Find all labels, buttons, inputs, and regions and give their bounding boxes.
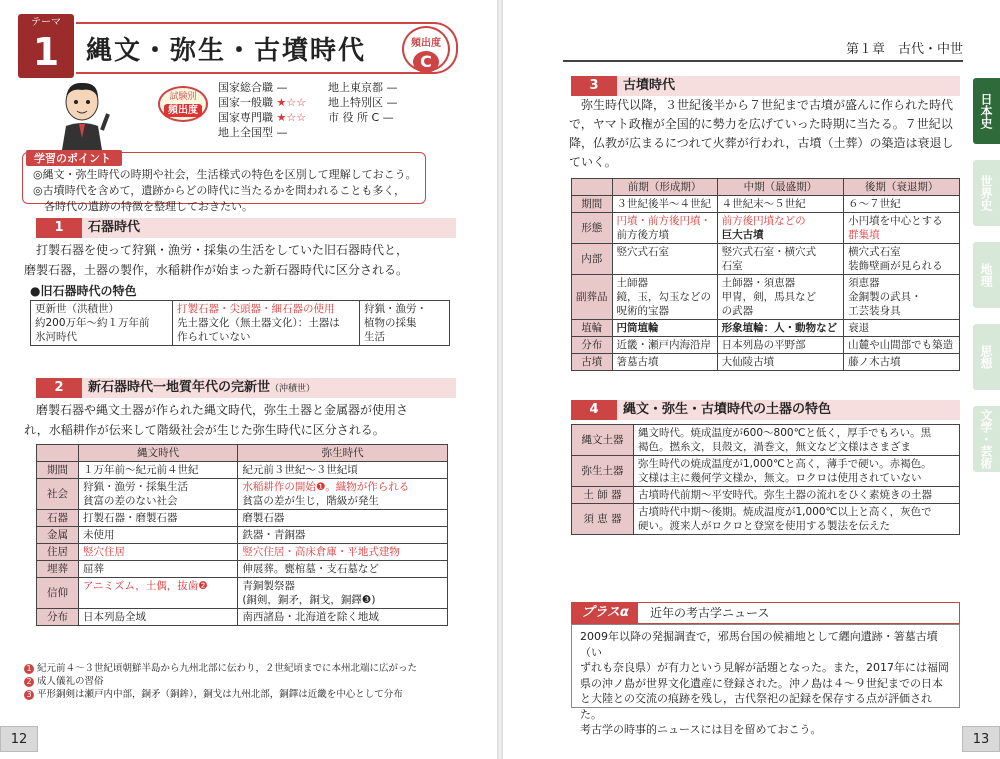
row-header: 縄文土器: [572, 425, 634, 456]
plus-alpha-title: 近年の考古学ニュース: [650, 606, 770, 620]
row-header: [572, 354, 613, 371]
cell-line: 甲冑，剣，馬具など: [721, 291, 817, 303]
cell-line: 古墳時代中期～後期。焼成温度が1,000℃以上と高く，灰色で: [638, 506, 932, 518]
tab-2[interactable]: 世界史: [973, 160, 1000, 226]
cell-line: 内部: [581, 253, 603, 265]
text-line: ていく。: [569, 155, 617, 169]
table-cell: [238, 561, 448, 578]
table-cell: [238, 527, 448, 544]
row-header: [37, 578, 79, 609]
section-3-text: [569, 96, 969, 172]
page-title: 縄文・弥生・古墳時代: [86, 36, 367, 66]
footnote-number: 3: [24, 690, 34, 700]
table-cell: [238, 479, 448, 510]
paleolithic-table: [30, 300, 450, 346]
cell-line: 円筒埴輪: [616, 322, 659, 334]
cell-line: 先土器文化（無土器文化）：土器は: [177, 317, 340, 329]
table-cell: [238, 609, 448, 626]
table-cell: [612, 337, 717, 354]
cell-line: 更新世（洪積世）: [35, 303, 119, 315]
pottery-table: [571, 424, 960, 535]
tab-3[interactable]: 地理: [973, 242, 1000, 308]
table-cell: [717, 337, 844, 354]
table-cell: [844, 196, 960, 213]
cell-line: 未使用: [83, 529, 115, 541]
cell-line: 狩猟・漁労・: [364, 303, 427, 315]
table-row: [572, 213, 960, 244]
exam-item: 地上特別区 —: [328, 96, 398, 109]
cell-line: 近畿・瀬戸内海沿岸: [616, 339, 711, 351]
section-1-heading: [36, 218, 456, 238]
theme-label: テーマ: [31, 17, 61, 28]
section-number: 4: [589, 402, 599, 417]
cell-line: 須恵器: [848, 277, 880, 289]
table-row: [572, 244, 960, 275]
cell-line: 日本列島の平野部: [721, 339, 806, 351]
table-cell: [717, 213, 844, 244]
row-header: [572, 275, 613, 320]
table-row: [37, 578, 448, 609]
cell-line: 金銅製の武具・: [848, 291, 922, 303]
page-number: 12: [0, 726, 38, 752]
cell-line: 約200万年～約１万年前: [35, 317, 150, 329]
text-line: と大陸との交流の痕跡を残し，古代祭祀の記録を保存する点が評価された。: [580, 692, 932, 721]
table-row: [37, 609, 448, 626]
cell-line: 形態: [581, 222, 603, 234]
cell-line: ４世紀末～５世紀: [721, 198, 806, 210]
table-cell: [79, 527, 238, 544]
cell-line: 形象埴輪：人・動物など: [721, 322, 838, 334]
cell-line: 期間: [581, 198, 603, 210]
cell-line: 土師器: [616, 277, 648, 289]
table-row: [37, 462, 448, 479]
footnote: [24, 662, 464, 675]
row-header: [572, 337, 613, 354]
row-header: 土 師 器: [572, 487, 634, 504]
cell-line: 生活: [364, 331, 385, 343]
section-number: 1: [54, 220, 64, 235]
cell-line: 打製石器・磨製石器: [83, 512, 178, 524]
exam-row: [218, 95, 398, 110]
section-title: 新石器時代一地質年代の完新世: [88, 380, 271, 395]
table-cell: [634, 425, 960, 456]
cell-line: 分布: [47, 611, 68, 623]
learning-points-heading: 学習のポイント: [26, 150, 122, 166]
cell-line: 前方後方墳: [616, 229, 669, 241]
table-cell: [238, 578, 448, 609]
cell-line: 鉄器・青銅器: [242, 529, 306, 541]
table-row: [572, 354, 960, 371]
section-2-text: [24, 400, 469, 440]
footnote-text: 成人儀礼の習俗: [37, 676, 104, 687]
table-cell: [79, 462, 238, 479]
row-header: [37, 544, 79, 561]
footnotes: [24, 662, 464, 701]
cell-line: 竪穴式石室・横穴式: [721, 246, 817, 258]
text-line: 弥生時代以降，３世紀後半から７世紀まで古墳が盛んに作られた時代: [581, 98, 954, 112]
section-title: 縄文・弥生・古墳時代の土器の特色: [623, 402, 832, 417]
row-header: [37, 527, 79, 544]
row-header: [572, 213, 613, 244]
cell-line: 貧富の差のない社会: [83, 495, 178, 507]
stars: ★☆☆: [276, 96, 307, 109]
subject-tabs: [973, 78, 1000, 488]
table-cell: [634, 504, 960, 535]
cell-line: 竪穴住居・高床倉庫・平地式建物: [242, 546, 400, 558]
table-cell: [79, 479, 238, 510]
cell-line: ３世紀後半～４世紀: [616, 198, 711, 210]
cell-line: 古墳時代前期～平安時代。弥生土器の流れをひく素焼きの土器: [638, 489, 932, 501]
table-cell: [173, 301, 360, 346]
text-line: 磨製石器，土器の製作，水稲耕作が始まった新石器時代に区分される。: [24, 263, 409, 277]
row-header: [37, 561, 79, 578]
text-line: 降，仏教が広まるにつれて火葬が行われ，古墳（土葬）の築造は衰退し: [569, 136, 954, 150]
frequency-label: 頻出度: [411, 38, 441, 49]
cell-line: 箸墓古墳: [616, 356, 659, 368]
cell-line: 石器: [47, 512, 68, 524]
chapter-header: 第１章 古代・中世: [563, 38, 963, 62]
table-cell: [717, 196, 844, 213]
table-cell: [360, 301, 450, 346]
cell-line: 狩猟・漁労・採集生活: [83, 481, 188, 493]
section-3-heading: [571, 76, 960, 96]
row-header: [37, 479, 79, 510]
cell-line: 副葬品: [576, 291, 608, 303]
cell-line: 作られていない: [177, 331, 251, 343]
table-row: [572, 504, 960, 535]
cell-line: 土師器・須恵器: [721, 277, 796, 289]
exam-item: 市 役 所 C —: [328, 111, 394, 124]
table-cell: [612, 196, 717, 213]
cell-line: 住居: [47, 546, 68, 558]
cell-line: 紀元前３世紀～３世紀頃: [242, 464, 358, 476]
stars: ★☆☆: [276, 111, 307, 124]
cell-line: 社会: [47, 488, 68, 500]
cell-line: 鏡，玉，勾玉などの: [616, 291, 711, 303]
cell-line: 山麓や山間部でも築造: [848, 339, 954, 351]
section-number: 3: [589, 78, 599, 93]
cell-line: 古墳: [581, 356, 603, 368]
cell-line: 磨製石器: [242, 512, 285, 524]
table-row: [37, 527, 448, 544]
table-cell: [79, 544, 238, 561]
frequency-value: C: [413, 51, 439, 73]
table-cell: [612, 354, 717, 371]
table-header-row: [572, 179, 960, 196]
table-row: [37, 544, 448, 561]
section-2-heading: [36, 378, 456, 398]
exam-row: [218, 125, 398, 140]
section-title: 古墳時代: [623, 78, 676, 93]
cell-line: 屈葬: [83, 563, 104, 575]
table-cell: [79, 561, 238, 578]
table-cell: [844, 320, 960, 337]
footnote-text: 平形銅剣は瀬戸内中部，銅矛（銅鉾），銅戈は九州北部，銅鐸は近畿を中心として分布: [37, 689, 403, 700]
table-row: [37, 510, 448, 527]
plus-alpha-logo: プラスα: [572, 602, 638, 624]
cell-line: 貧富の差が生じ，階級が発生: [242, 495, 379, 507]
exam-item: 地上全国型 —: [218, 126, 288, 139]
table-row: [572, 487, 960, 504]
exam-item: 国家総合職 —: [218, 81, 288, 94]
cell-line: 文様は主に幾何学文様か，無文。ロクロは使用されていない: [638, 472, 922, 484]
table-row: [572, 337, 960, 354]
cell-line: １万年前～紀元前４世紀: [83, 464, 199, 476]
cell-line: 埋葬: [47, 563, 68, 575]
left-page: [0, 0, 497, 759]
section-title-note: （沖積世）: [270, 384, 316, 394]
section-4-heading: [571, 400, 960, 420]
cell-line: 工芸装身具: [848, 305, 901, 317]
cell-line: 弥生時代の焼成温度が1,000℃と高く，薄手で硬い。赤褐色。: [638, 458, 932, 470]
cell-line: 植物の採集: [364, 317, 417, 329]
exam-row: [218, 80, 398, 95]
table-cell: [717, 320, 844, 337]
footnote: [24, 688, 464, 701]
table-cell: [612, 213, 717, 244]
plus-alpha-text: [571, 624, 960, 736]
table-row: [572, 456, 960, 487]
table-cell: [612, 244, 717, 275]
cell-line: (銅剣，銅矛，銅戈，銅鐸❸): [242, 594, 376, 606]
cell-line: 竪穴住居: [83, 546, 125, 558]
footnote: [24, 675, 464, 688]
theme-box: [18, 14, 74, 78]
exam-row: [218, 110, 398, 125]
table-cell: [844, 213, 960, 244]
table-header: 中期（最盛期）: [717, 179, 844, 196]
table-header: [37, 445, 79, 462]
table-cell: [634, 487, 960, 504]
table-cell: [79, 578, 238, 609]
table-header: 縄文時代: [79, 445, 238, 462]
cell-line: 呪術的宝器: [616, 305, 669, 317]
row-header: [37, 510, 79, 527]
cell-line: 石室: [721, 260, 743, 272]
table-cell: [238, 462, 448, 479]
cell-line: 装飾壁画が見られる: [848, 260, 943, 272]
table-row: [572, 275, 960, 320]
cell-line: 縄文時代。焼成温度が600～800℃と低く，厚手でもろい。黒: [638, 427, 932, 439]
cell-line: 水稲耕作の開始❶。織物が作られる: [242, 481, 410, 493]
footnote-number: 1: [24, 664, 34, 674]
table-header: 後期（衰退期）: [844, 179, 960, 196]
point-2: ◎古墳時代を含めて，遺跡からどの時代に当たるかを問われることも多く，: [33, 184, 406, 197]
row-header: [572, 244, 613, 275]
table-cell: [634, 456, 960, 487]
exam-item: 国家専門職 ★☆☆: [218, 111, 307, 124]
table-row: [31, 301, 450, 346]
cell-line: 前方後円墳などの: [721, 215, 806, 227]
table-row: [37, 561, 448, 578]
row-header: [572, 320, 613, 337]
cell-line: アニミズム，土偶，抜歯❷: [83, 580, 208, 592]
footnote-number: 2: [24, 677, 34, 687]
cell-line: ６～７世紀: [848, 198, 901, 210]
table-row: [572, 196, 960, 213]
tab-5[interactable]: 文学・芸術: [973, 406, 1000, 472]
table-cell: [844, 337, 960, 354]
table-cell: [717, 354, 844, 371]
cell-line: 日本列島全域: [83, 611, 146, 623]
cell-line: 伸展葬。甕棺墓・支石墓など: [242, 563, 379, 575]
table-cell: [717, 244, 844, 275]
row-header: [37, 462, 79, 479]
cell-line: 衰退: [848, 322, 870, 334]
point-3: 各時代の遺跡の特徴を整理しておきたい。: [33, 200, 253, 213]
cell-line: 氷河時代: [35, 331, 77, 343]
cell-line: 小円墳を中心とする: [848, 215, 943, 227]
text-line: 打製石器を使って狩猟・漁労・採集の生活をしていた旧石器時代と，: [36, 243, 409, 257]
cell-line: 円墳・前方後円墳・: [616, 215, 711, 227]
table-header: 弥生時代: [238, 445, 448, 462]
page-number: 13: [962, 726, 1000, 752]
cell-line: 硬い。渡来人がロクロと登窯を使用する製法を伝えた: [638, 520, 890, 532]
section-number: 2: [54, 380, 64, 395]
jomon-yayoi-table: [36, 444, 448, 626]
cell-line: 竪穴式石室: [616, 246, 669, 258]
table-cell: [844, 244, 960, 275]
exam-badge-main: 頻出度: [164, 104, 202, 117]
text-line: で，ヤマト政権が全国的に勢力を広げていった時期に当たる。７世紀以: [569, 117, 953, 131]
theme-number: 1: [32, 30, 60, 74]
exam-item: 地上東京都 —: [328, 81, 398, 94]
kofun-period-table: [571, 178, 960, 371]
plus-alpha-header: [571, 602, 960, 624]
text-line: 磨製石器や縄文土器が作られた縄文時代，弥生土器と金属器が使用さ: [36, 403, 409, 417]
text-line: ずれも奈良県）が有力という見解が話題となった。また，2017年には福岡: [580, 661, 949, 674]
table-cell: [717, 275, 844, 320]
right-page: [503, 0, 1000, 759]
row-header: [572, 196, 613, 213]
text-line: 2009年以降の発掘調査で，邪馬台国の候補地として纒向遺跡・箸墓古墳（い: [580, 630, 938, 659]
teacher-character-icon: [52, 78, 112, 150]
paleolithic-subtitle: ●旧石器時代の特色: [30, 284, 137, 298]
table-cell: [79, 510, 238, 527]
table-cell: [31, 301, 173, 346]
cell-line: 横穴式石室: [848, 246, 901, 258]
cell-line: 打製石器・尖頭器・細石器の使用: [177, 303, 335, 315]
cell-line: 期間: [47, 464, 68, 476]
section-1-text: [24, 240, 464, 280]
table-cell: [612, 275, 717, 320]
cell-line: 大仙陵古墳: [721, 356, 775, 368]
row-header: 須 恵 器: [572, 504, 634, 535]
table-cell: [612, 320, 717, 337]
row-header: 弥生土器: [572, 456, 634, 487]
table-cell: [79, 609, 238, 626]
cell-line: 群集墳: [848, 229, 880, 241]
tab-4[interactable]: 思想: [973, 324, 1000, 390]
table-header-row: [37, 445, 448, 462]
exam-badge-top: 試験別: [169, 92, 197, 102]
cell-line: 青銅製祭器: [242, 580, 295, 592]
cell-line: 金属: [47, 529, 68, 541]
table-cell: [844, 275, 960, 320]
table-cell: [844, 354, 960, 371]
frequency-badge: [402, 26, 450, 72]
text-line: 県の沖ノ島が世界文化遺産に登録された。沖ノ島は４～９世紀までの日本: [580, 676, 943, 690]
text-line: れ，水稲耕作が伝来して階級社会が生じた弥生時代に区分される。: [24, 423, 385, 437]
cell-line: 信仰: [47, 587, 68, 599]
table-cell: [238, 510, 448, 527]
cell-line: 巨大古墳: [721, 229, 764, 241]
text-line: 考古学の時事的ニュースには目を留めておこう。: [580, 723, 822, 736]
section-title: 石器時代: [88, 220, 141, 235]
point-1: ◎縄文・弥生時代の時期や社会，生活様式の特色を区別して理解しておこう。: [33, 168, 417, 181]
row-header: [37, 609, 79, 626]
cell-line: 藤ノ木古墳: [848, 356, 901, 368]
cell-line: 南西諸島・北海道を除く地域: [242, 611, 379, 623]
exam-frequency-list: [218, 80, 398, 140]
cell-line: 分布: [581, 339, 603, 351]
exam-frequency-badge: [158, 86, 208, 122]
footnote-text: 紀元前４～３世紀頃朝鮮半島から九州北部に伝わり，２世紀頃までに本州北端に広がった: [37, 663, 418, 674]
table-row: [572, 320, 960, 337]
exam-item: 国家一般職 ★☆☆: [218, 96, 307, 109]
table-row: [37, 479, 448, 510]
table-cell: [238, 544, 448, 561]
table-header: [572, 179, 613, 196]
tab-1[interactable]: 日本史: [973, 78, 1000, 144]
cell-line: の武器: [721, 305, 754, 317]
cell-line: 埴輪: [581, 322, 603, 334]
table-header: 前期（形成期）: [612, 179, 717, 196]
cell-line: 褐色。撚糸文，貝殻文，渦巻文，無文など文様はさまざま: [638, 441, 911, 453]
table-row: [572, 425, 960, 456]
